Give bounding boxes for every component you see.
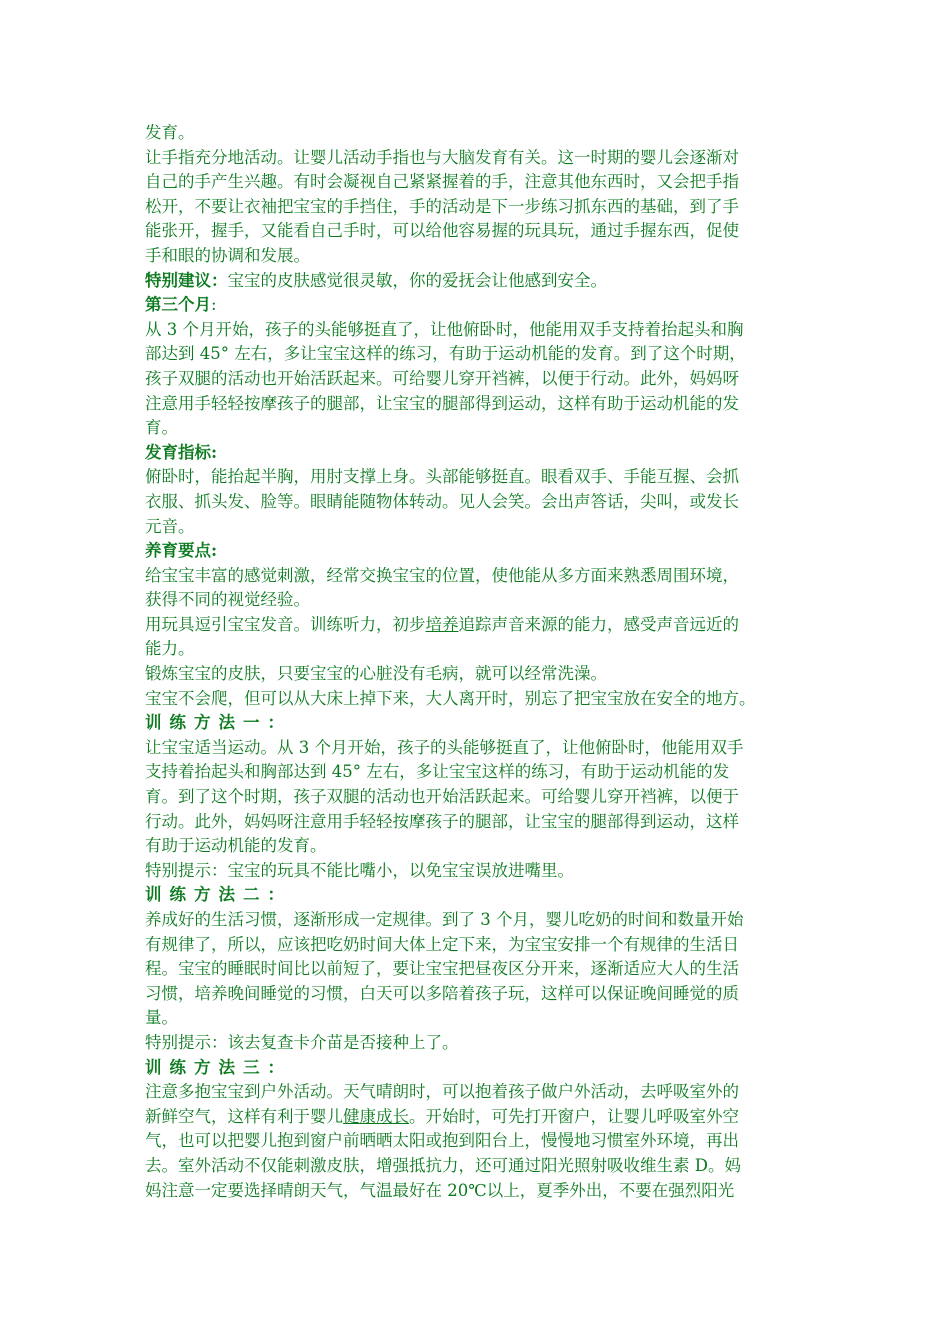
- text-line: [145, 195, 825, 220]
- line-text: 气，也可以把婴儿抱到窗户前晒晒太阳或抱到阳台上，慢慢地习惯室外环境，再出: [145, 1131, 739, 1151]
- line-text: :: [211, 295, 217, 315]
- text-line: [145, 465, 825, 490]
- document-body: [145, 121, 825, 1203]
- line-text: 俯卧时，能抬起半胸，用肘支撑上身。头部能够挺直。眼看双手、手能互握、会抓: [145, 467, 739, 487]
- inline-link[interactable]: 培养: [425, 614, 459, 634]
- line-text: 元音。: [145, 516, 195, 536]
- text-line: [145, 637, 825, 662]
- text-line: [145, 1080, 825, 1105]
- text-line: [145, 588, 825, 613]
- text-line: [145, 1105, 825, 1130]
- line-text: 习惯，培养晚间睡觉的习惯，白天可以多陪着孩子玩，这样可以保证晚间睡觉的质: [145, 983, 739, 1003]
- line-text: 宝宝不会爬，但可以从大床上掉下来，大人离开时，别忘了把宝宝放在安全的地方。: [145, 688, 756, 708]
- line-text: 有规律了，所以，应该把吃奶时间大体上定下来，为宝宝安排一个有规律的生活日: [145, 934, 739, 954]
- bold-label: 发育指标:: [145, 442, 218, 462]
- label-line: [145, 539, 825, 564]
- label-line: [145, 269, 825, 294]
- text-line: [145, 121, 825, 146]
- line-text: 育。到了这个时期，孩子双腿的活动也开始活跃起来。可给婴儿穿开裆裤，以便于: [145, 787, 739, 807]
- text-line: [145, 219, 825, 244]
- text-line: [145, 859, 825, 884]
- section-heading: [145, 1056, 825, 1081]
- text-line: [145, 957, 825, 982]
- text-line: [145, 662, 825, 687]
- text-line: [145, 146, 825, 171]
- line-text-start: 新鲜空气，这样有利于婴儿: [145, 1106, 343, 1126]
- line-text: 锻炼宝宝的皮肤，只要宝宝的心脏没有毛病，就可以经常洗澡。: [145, 664, 607, 684]
- text-line: [145, 613, 825, 638]
- text-line: [145, 1179, 825, 1204]
- line-text: 让宝宝适当运动。从 3 个月开始，孩子的头能够挺直了，让他俯卧时，他能用双手: [145, 737, 744, 757]
- line-text: 发育。: [145, 123, 195, 142]
- line-text: 能力。: [145, 639, 195, 659]
- bold-label: 养育要点:: [145, 541, 218, 561]
- text-line: [145, 1031, 825, 1056]
- line-text: 给宝宝丰富的感觉刺激，经常交换宝宝的位置，使他能从多方面来熟悉周围环境，: [145, 565, 739, 585]
- line-text: 宝宝的皮肤感觉很灵敏，你的爱抚会让他感到安全。: [227, 270, 607, 290]
- line-text: 让手指充分地活动。让婴儿活动手指也与大脑发育有关。这一时期的婴儿会逐渐对: [145, 147, 739, 167]
- inline-link[interactable]: 健康成长: [343, 1106, 409, 1126]
- line-text: 有助于运动机能的发育。: [145, 836, 327, 856]
- text-line: [145, 342, 825, 367]
- line-text: 追踪声音来源的能力，感受声音远近的: [458, 614, 739, 634]
- line-text: 从 3 个月开始，孩子的头能够挺直了，让他俯卧时，他能用双手支持着抬起头和胸: [145, 319, 744, 339]
- heading-text: 训练方法二：: [145, 885, 292, 905]
- text-line: [145, 515, 825, 540]
- line-text: 特别提示：该去复查卡介苗是否接种上了。: [145, 1032, 459, 1052]
- line-text: 行动。此外，妈妈呀注意用手轻轻按摩孩子的腿部，让宝宝的腿部得到运动，这样: [145, 811, 739, 831]
- heading-text: 训练方法三：: [145, 1057, 292, 1077]
- text-line: [145, 170, 825, 195]
- line-text: 妈注意一定要选择晴朗天气，气温最好在 20℃以上，夏季外出，不要在强烈阳光: [145, 1180, 735, 1200]
- text-line: [145, 785, 825, 810]
- text-line: [145, 244, 825, 269]
- text-line: [145, 1154, 825, 1179]
- line-text: 育。: [145, 418, 178, 438]
- line-text: 孩子双腿的活动也开始活跃起来。可给婴儿穿开裆裤，以便于行动。此外，妈妈呀: [145, 368, 739, 388]
- text-line: [145, 760, 825, 785]
- line-text: 特别提示：宝宝的玩具不能比嘴小，以免宝宝误放进嘴里。: [145, 860, 574, 880]
- text-line: [145, 318, 825, 343]
- text-line: [145, 834, 825, 859]
- text-line: [145, 810, 825, 835]
- text-line: [145, 564, 825, 589]
- bold-label: 第三个月: [145, 295, 211, 315]
- text-line: [145, 982, 825, 1007]
- line-text: 养成好的生活习惯，逐渐形成一定规律。到了 3 个月，婴儿吃奶的时间和数量开始: [145, 910, 744, 929]
- label-line: [145, 293, 825, 318]
- line-text: 松开，不要让衣袖把宝宝的手挡住，手的活动是下一步练习抓东西的基础，到了手: [145, 196, 739, 216]
- text-line: [145, 392, 825, 417]
- line-text: 部达到 45° 左右，多让宝宝这样的练习，有助于运动机能的发育。到了这个时期，: [145, 344, 746, 364]
- line-text: 程。宝宝的睡眠时间比以前短了，要让宝宝把昼夜区分开来，逐渐适应大人的生活: [145, 959, 739, 979]
- label-line: [145, 441, 825, 466]
- text-line: [145, 490, 825, 515]
- line-text-start: 用玩具逗引宝宝发音。训练听力，初步: [145, 614, 426, 634]
- text-line: [145, 736, 825, 761]
- text-line: [145, 367, 825, 392]
- line-text: 手和眼的协调和发展。: [145, 245, 310, 265]
- section-heading: [145, 711, 825, 736]
- line-text: 量。: [145, 1008, 178, 1028]
- text-line: [145, 933, 825, 958]
- text-line: [145, 1129, 825, 1154]
- line-text: 注意用手轻轻按摩孩子的腿部，让宝宝的腿部得到运动，这样有助于运动机能的发: [145, 393, 739, 413]
- line-text: 自己的手产生兴趣。有时会凝视自己紧紧握着的手，注意其他东西时，又会把手指: [145, 172, 739, 192]
- line-text: 获得不同的视觉经验。: [145, 590, 310, 610]
- text-line: [145, 687, 825, 712]
- section-heading: [145, 883, 825, 908]
- line-text: 支持着抬起头和胸部达到 45° 左右，多让宝宝这样的练习，有助于运动机能的发: [145, 762, 730, 782]
- text-line: [145, 416, 825, 441]
- line-text: 能张开，握手，又能看自己手时，可以给他容易握的玩具玩，通过手握东西，促使: [145, 221, 739, 241]
- line-text: 。开始时，可先打开窗户，让婴儿呼吸室外空: [409, 1106, 739, 1126]
- line-text: 注意多抱宝宝到户外活动。天气晴朗时，可以抱着孩子做户外活动，去呼吸室外的: [145, 1082, 739, 1102]
- text-line: [145, 908, 825, 933]
- heading-text: 训练方法一：: [145, 713, 292, 733]
- line-text: 去。室外活动不仅能刺激皮肤，增强抵抗力，还可通过阳光照射吸收维生素 D。妈: [145, 1155, 741, 1175]
- line-text: 衣服、抓头发、脸等。眼睛能随物体转动。见人会笑。会出声答话，尖叫，或发长: [145, 491, 739, 511]
- bold-label: 特别建议：: [145, 270, 228, 290]
- text-line: [145, 1006, 825, 1031]
